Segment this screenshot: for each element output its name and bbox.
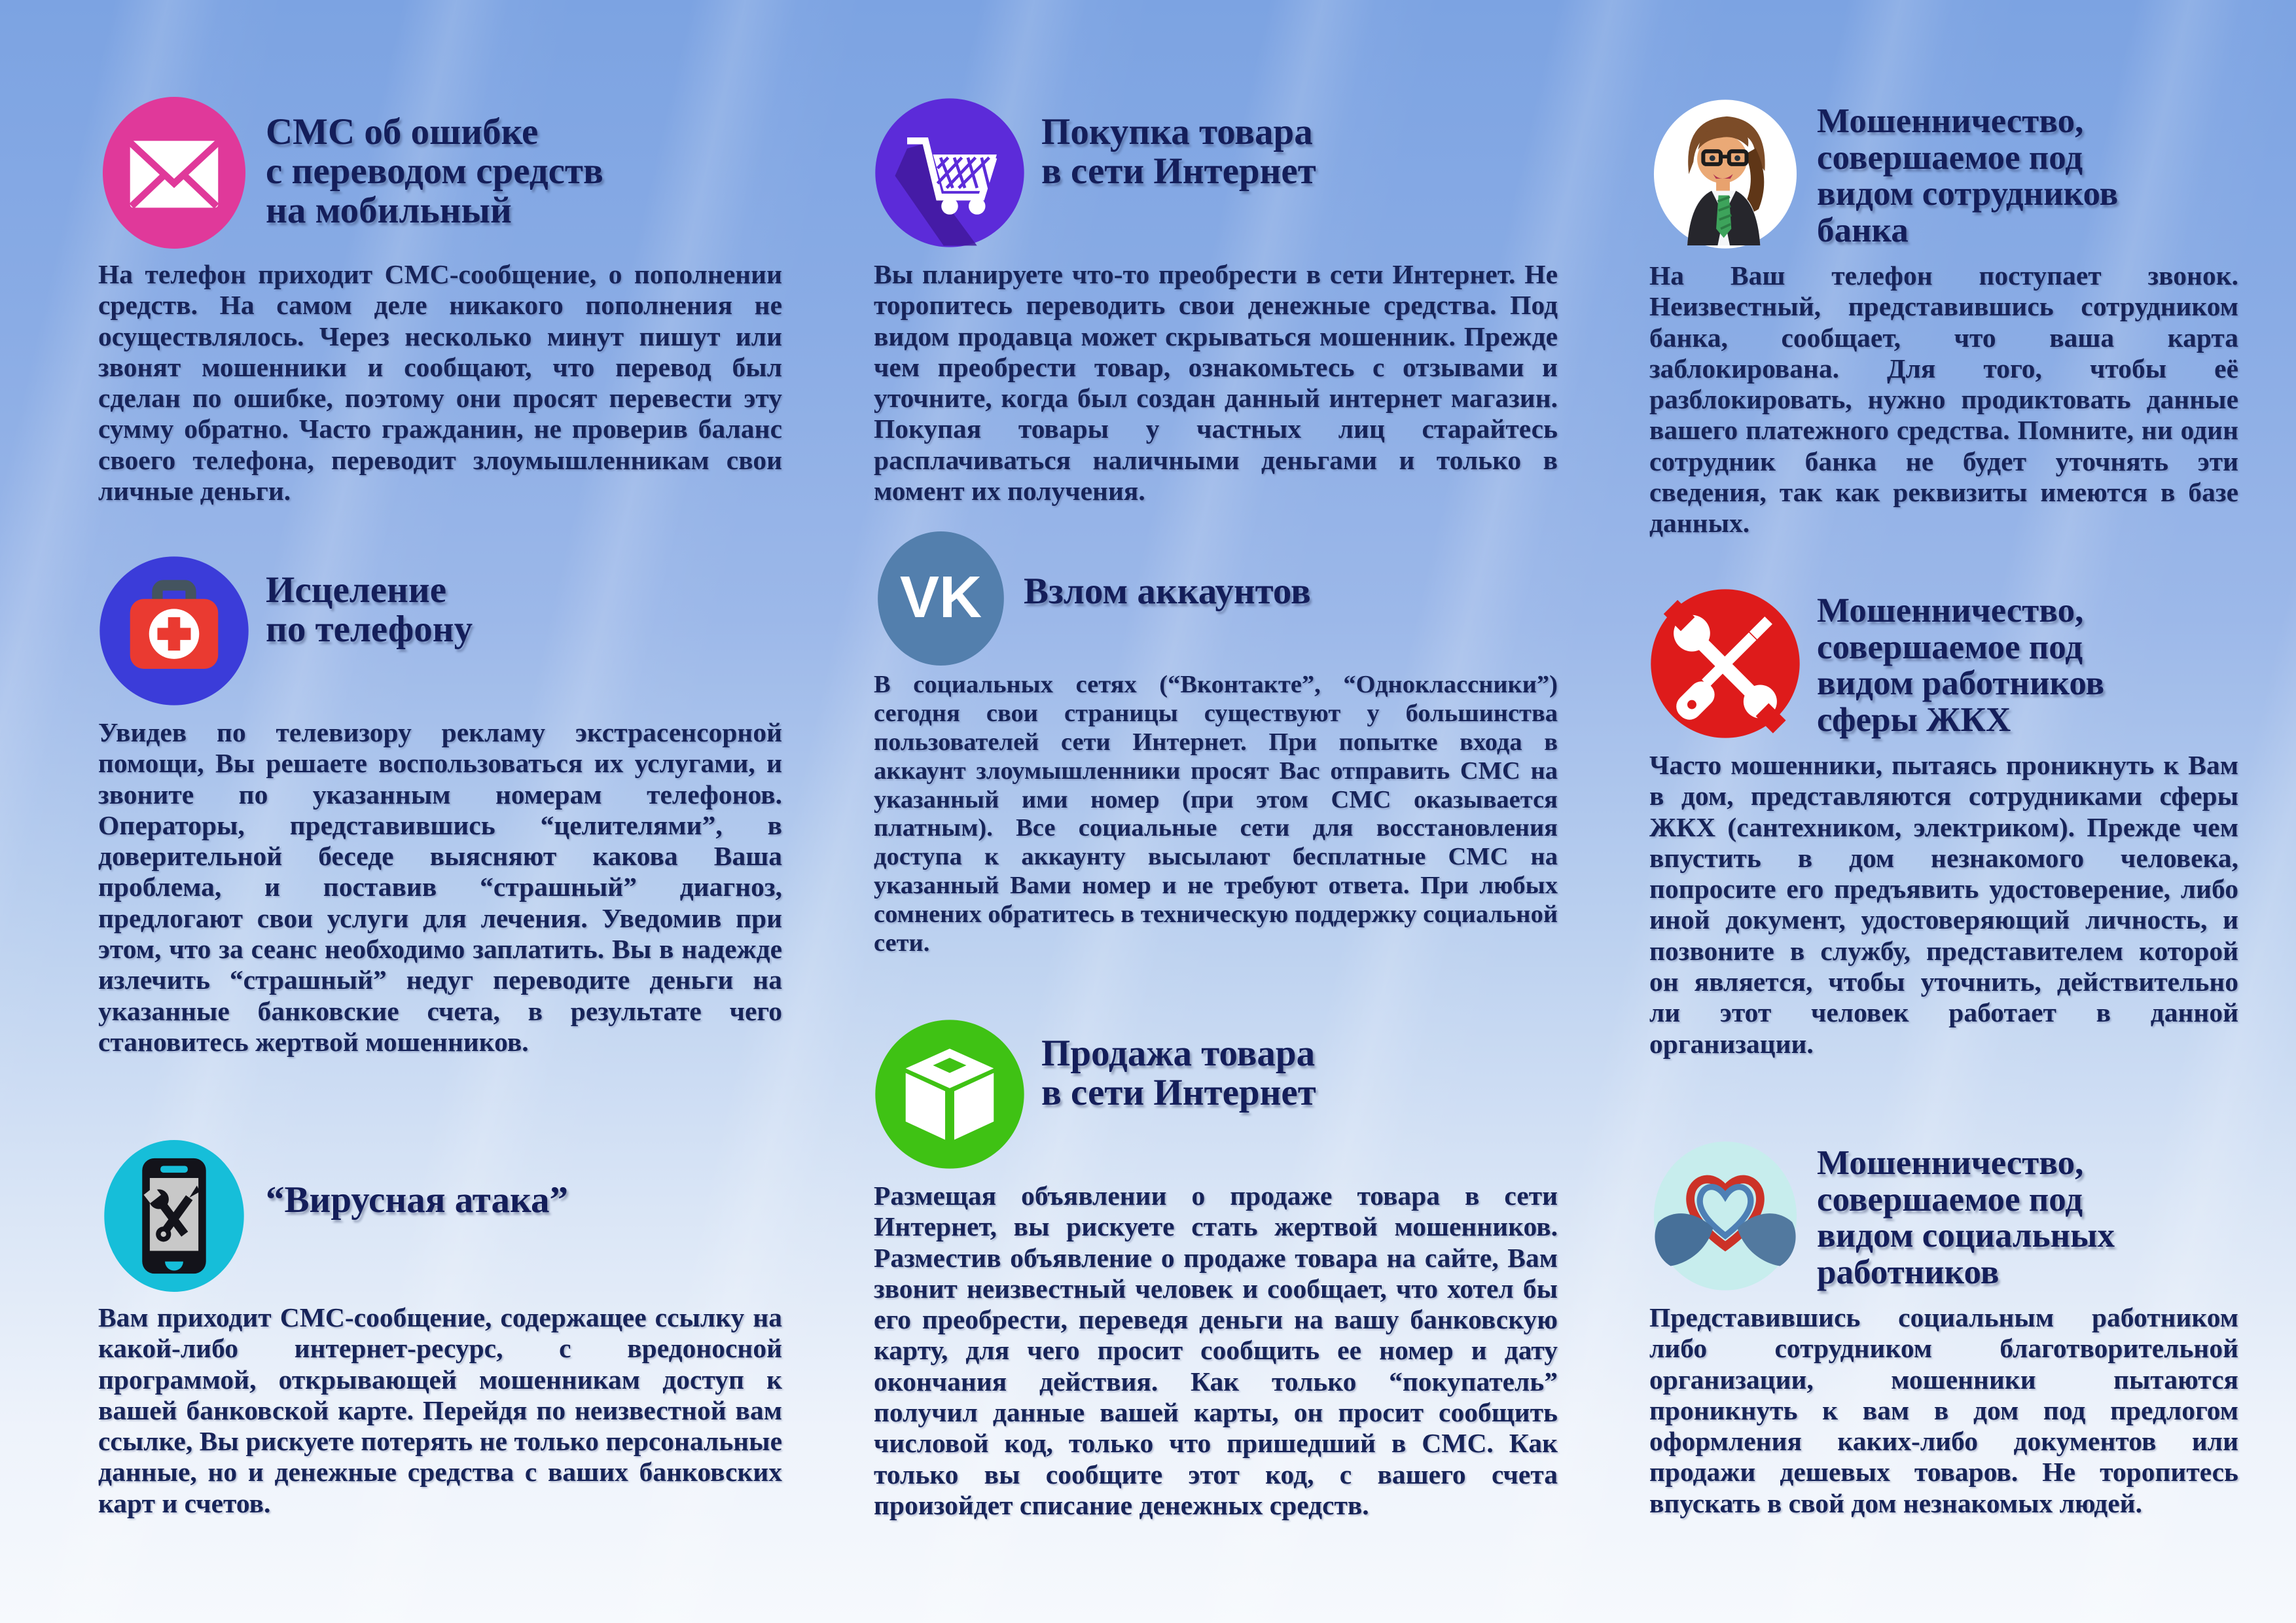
package-box-icon [874,1018,1026,1170]
title-line: работников [1817,1253,2000,1291]
title-line: Мошенничество, [1817,102,2084,140]
svg-text:VK: VK [899,564,982,631]
heart-in-hands-icon [1649,1140,1801,1292]
section-body: Представившись социальным работником либо сотрудником благотворительной организации, мошенники пытаются проникнуть к вам в дом под предлогом оформления каких-либо документов или продажи дешевых товаров. Не торопитесь впускать в свой дом незнакомых людей. [1649,1302,2238,1518]
column-center [874,0,1558,1623]
title-line: сферы ЖКХ [1817,700,2011,739]
section-account-hacking [874,531,1558,958]
section-header [1649,588,2238,740]
section-header [98,1140,782,1292]
section-body: На телефон приходит СМС-сообщение, о пополнении средств. На самом деле никакого пополнения не осуществлялось. Через несколько минут пишут или звонят мошенники и сообщают, что перевод был сделан по ошибке, поэтому они просят перевести эту сумму обратно. Часто гражданин, не проверив баланс своего телефона, переводит злоумышленникам свои личные деньги. [98,259,782,507]
crossed-tools-icon [1649,588,1801,740]
section-fake-bank-employees [1649,98,2238,539]
section-title [1041,1034,1316,1113]
title-line: по телефону [266,608,473,650]
title-line: с переводом средств [266,150,603,192]
section-internet-purchase [874,97,1558,507]
title-line: видом социальных [1817,1217,2115,1255]
section-body: В социальных сетях (“Вконтакте”, “Одноклассники”) сегодня свои страницы существуют у большинства пользователей сети Интернет. При попытке входа в аккаунт злоумышленники просят Вас отправить СМС на указанный ими номер (при этом СМС оказывается платным). Все социальные сети для восстановления доступа к аккаунту высылают бесплатные СМС на указанный Вами номер и не требуют ответа. При любых сомнених обратитесь в техническую поддержку социальной сети. [874,671,1558,957]
section-title [1041,113,1316,191]
section-body: На Ваш телефон поступает звонок. Неизвестный, представившись сотрудником банка, сообщает, что ваша карта заблокирована. Для того, чтобы её разблокировать, нужно продиктовать данные вашего платежного средства. Помните, ни один сотрудник банка не будет уточнять эти сведения, так как реквизиты имеются в базе данных. [1649,260,2238,539]
section-title [1817,593,2104,739]
title-line: Исцеление [266,569,447,611]
section-title [1817,1145,2115,1291]
title-line: Мошенничество, [1817,592,2084,630]
bank-clerk-woman-icon [1649,98,1801,250]
title-line: совершаемое под [1817,138,2083,177]
title-line: видом сотрудников [1817,175,2119,213]
title-line: на мобильный [266,189,512,231]
title-line: совершаемое под [1817,1180,2083,1219]
section-title [1817,103,2118,249]
title-line: Покупка товара [1041,111,1313,152]
section-virus-attack [98,1140,782,1519]
title-line: СМС об ошибке [266,111,539,152]
title-line: видом работников [1817,664,2105,703]
section-title [266,113,603,230]
section-title [266,1181,568,1220]
title-line: “Вирусная атака” [266,1179,568,1221]
vk-logo-icon [874,531,1008,666]
section-title [1024,572,1311,611]
title-line: совершаемое под [1817,628,2083,666]
section-header [874,97,1558,249]
section-body: Вы планируете что-то преобрести в сети Интернет. Не торопитесь переводить свои денежные средства. Под видом продавца может скрываться мошенник. Прежде чем преобрести товар, ознакомьтесь с отзывами и уточните, когда был создан данный интернет магазин. Покупая товары у частных лиц старайтесь расплачиваться наличными деньгами и только в момент их получения. [874,259,1558,507]
section-internet-selling [874,1018,1558,1521]
section-fake-social-workers [1649,1140,2238,1519]
section-body: Вам приходит СМС-сообщение, содержащее ссылку на какой-либо интернет-ресурс, с вредоносной программой, открывающей мошенникам доступ к вашей банковской карте. Перейдя по неизвестной вам ссылке, Вы рискуете потерять не только персональные данные, но и денежные средства с ваших банковских карт и счетов. [98,1302,782,1518]
section-header [98,555,782,707]
column-right [1649,0,2238,1623]
section-header [874,531,1558,666]
title-line: банка [1817,211,1909,249]
envelope-icon [98,97,250,249]
column-left [98,0,782,1623]
section-header [98,97,782,249]
section-title [266,571,473,649]
section-body: Часто мошенники, пытаясь проникнуть к Вам в дом, представляются сотрудниками сферы ЖКХ (сантехником, электриком). Прежде чем впустить в дом незнакомого человека, попросите его предъявить удостоверение, либо иной документ, удостоверяющий личность, и позвоните в службу, представителем которой он является, чтобы уточнить, действительно ли этот человек работает в данной организации. [1649,750,2238,1059]
title-line: в сети Интернет [1041,1071,1316,1113]
section-body: Размещая объявлении о продаже товара в сети Интернет, вы рискуете стать жертвой мошенников. Разместив объявление о продаже товара на сайте, Вам звонит неизвестный человек и сообщает, что хотел бы его преобрести, переведя деньги на вашу банковскую карту, для чего просит сообщить ее номер и дату окончания действия. Как только “покупатель” получил данные вашей карты, он просит сообщить числовой код, только что пришедший в СМС. Как только вы сообщите этот код, с вашего счета произойдет списание денежных средств. [874,1181,1558,1520]
section-fake-utility-workers [1649,588,2238,1060]
section-header [1649,1140,2238,1292]
title-line: Продажа товара [1041,1033,1316,1074]
shopping-cart-icon [874,97,1026,249]
phone-repair-icon [98,1140,250,1292]
title-line: Мошенничество, [1817,1144,2084,1182]
section-sms-error [98,97,782,507]
title-line: Взлом аккаунтов [1024,571,1311,612]
title-line: в сети Интернет [1041,150,1316,192]
section-phone-healing [98,555,782,1058]
section-body: Увидев по телевизору рекламу экстрасенсорной помощи, Вы решаете воспользоваться их услугами, и звоните по указанным номерам телефонов. Операторы, представившись “целителями”, в доверительной беседе выясняют какова Ваша проблема, и поставив “страшный” диагноз, предлогают свои услуги для лечения. Уведомив при этом, что за сеанс необходимо заплатить. Вы в надежде излечить “страшный” недуг переводите деньги на указанные банковские счета, в результате чего становитесь жертвой мошенников. [98,717,782,1057]
section-header [874,1018,1558,1170]
section-header [1649,98,2238,250]
medical-kit-icon [98,555,250,707]
